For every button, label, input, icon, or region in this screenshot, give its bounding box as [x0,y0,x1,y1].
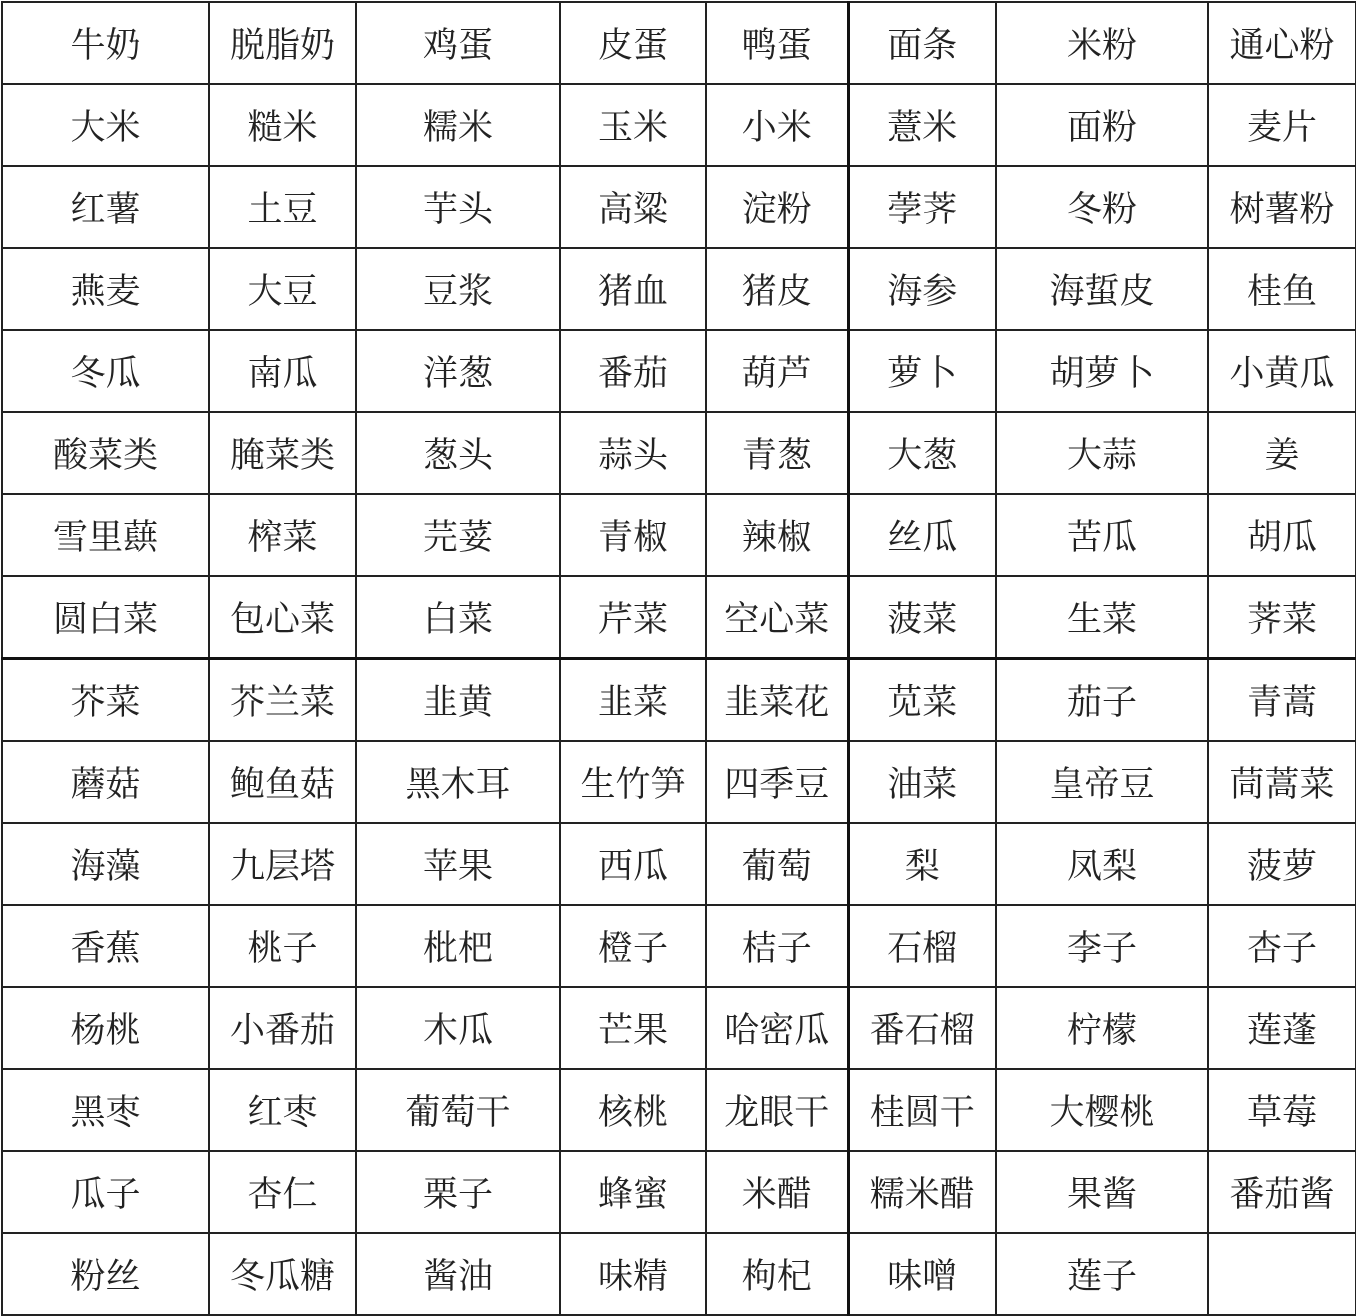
table-cell: 淀粉 [706,166,848,248]
table-cell: 桔子 [706,905,848,987]
table-cell: 荠菜 [1208,576,1356,659]
table-cell: 芒果 [560,987,706,1069]
table-cell: 海蜇皮 [996,248,1208,330]
table-cell: 芫荽 [356,494,560,576]
table-cell: 粉丝 [2,1233,209,1315]
table-cell: 小米 [706,84,848,166]
table-cell: 葡萄 [706,823,848,905]
table-cell: 鸡蛋 [356,2,560,84]
table-cell: 韭菜 [560,659,706,742]
table-cell: 四季豆 [706,741,848,823]
table-cell: 茼蒿菜 [1208,741,1356,823]
table-cell: 酸菜类 [2,412,209,494]
table-cell: 冬粉 [996,166,1208,248]
table-cell: 糙米 [209,84,356,166]
table-cell: 米醋 [706,1151,848,1233]
table-cell: 茄子 [996,659,1208,742]
table-cell: 洋葱 [356,330,560,412]
table-cell: 南瓜 [209,330,356,412]
table-cell: 胡瓜 [1208,494,1356,576]
table-cell: 土豆 [209,166,356,248]
table-cell: 红薯 [2,166,209,248]
table-row [2,494,1356,576]
table-cell: 菠菜 [848,576,996,659]
table-cell: 石榴 [848,905,996,987]
table-cell: 大米 [2,84,209,166]
table-row [2,84,1356,166]
table-cell: 通心粉 [1208,2,1356,84]
table-cell: 小番茄 [209,987,356,1069]
table-row [2,823,1356,905]
table-row [2,659,1356,742]
table-cell: 枇杷 [356,905,560,987]
table-cell: 胡萝卜 [996,330,1208,412]
table-cell: 黑木耳 [356,741,560,823]
table-cell: 麦片 [1208,84,1356,166]
table-cell: 青葱 [706,412,848,494]
table-cell: 哈密瓜 [706,987,848,1069]
table-cell: 番茄酱 [1208,1151,1356,1233]
table-cell: 酱油 [356,1233,560,1315]
table-row [2,1069,1356,1151]
table-cell: 高粱 [560,166,706,248]
table-cell: 番石榴 [848,987,996,1069]
table-cell: 菠萝 [1208,823,1356,905]
table-cell: 皇帝豆 [996,741,1208,823]
table-cell: 九层塔 [209,823,356,905]
table-cell: 冬瓜糖 [209,1233,356,1315]
table-cell: 苹果 [356,823,560,905]
table-cell: 圆白菜 [2,576,209,659]
table-cell: 大樱桃 [996,1069,1208,1151]
table-cell: 桂鱼 [1208,248,1356,330]
table-cell: 薏米 [848,84,996,166]
table-cell: 小黄瓜 [1208,330,1356,412]
table-row [2,412,1356,494]
table-cell: 橙子 [560,905,706,987]
table-cell: 辣椒 [706,494,848,576]
table-cell: 猪血 [560,248,706,330]
table-cell: 猪皮 [706,248,848,330]
table-cell: 木瓜 [356,987,560,1069]
table-cell: 面条 [848,2,996,84]
table-cell: 蜂蜜 [560,1151,706,1233]
table-cell: 蒜头 [560,412,706,494]
table-cell: 香蕉 [2,905,209,987]
table-cell: 芹菜 [560,576,706,659]
table-row [2,1151,1356,1233]
table-cell: 核桃 [560,1069,706,1151]
table-cell: 雪里蕻 [2,494,209,576]
table-cell: 米粉 [996,2,1208,84]
table-cell: 海藻 [2,823,209,905]
table-cell: 柠檬 [996,987,1208,1069]
table-cell: 葱头 [356,412,560,494]
table-cell: 味噌 [848,1233,996,1315]
table-row [2,166,1356,248]
table-cell: 腌菜类 [209,412,356,494]
table-row [2,987,1356,1069]
table-cell: 白菜 [356,576,560,659]
table-cell: 桂圆干 [848,1069,996,1151]
table-cell: 姜 [1208,412,1356,494]
table-cell: 荸荠 [848,166,996,248]
table-cell: 玉米 [560,84,706,166]
table-row [2,576,1356,659]
table-cell: 冬瓜 [2,330,209,412]
table-cell: 芥菜 [2,659,209,742]
table-cell [1208,1233,1356,1315]
food-list-table [1,1,1356,1316]
table-cell: 鲍鱼菇 [209,741,356,823]
table-cell: 韭黄 [356,659,560,742]
table-cell: 瓜子 [2,1151,209,1233]
table-cell: 杏子 [1208,905,1356,987]
table-row [2,1233,1356,1315]
table-row [2,905,1356,987]
table-cell: 蘑菇 [2,741,209,823]
table-cell: 糯米醋 [848,1151,996,1233]
table-cell: 杏仁 [209,1151,356,1233]
table-cell: 葡萄干 [356,1069,560,1151]
table-cell: 西瓜 [560,823,706,905]
table-cell: 丝瓜 [848,494,996,576]
table-cell: 燕麦 [2,248,209,330]
table-row [2,330,1356,412]
table-cell: 生菜 [996,576,1208,659]
table-cell: 包心菜 [209,576,356,659]
table-cell: 梨 [848,823,996,905]
table-cell: 面粉 [996,84,1208,166]
table-cell: 牛奶 [2,2,209,84]
table-cell: 鸭蛋 [706,2,848,84]
food-table-body [2,2,1356,1315]
table-cell: 莲子 [996,1233,1208,1315]
table-cell: 草莓 [1208,1069,1356,1151]
table-cell: 大蒜 [996,412,1208,494]
table-cell: 葫芦 [706,330,848,412]
table-cell: 枸杞 [706,1233,848,1315]
table-cell: 青蒿 [1208,659,1356,742]
table-cell: 苋菜 [848,659,996,742]
table-cell: 树薯粉 [1208,166,1356,248]
table-cell: 栗子 [356,1151,560,1233]
table-cell: 李子 [996,905,1208,987]
table-cell: 萝卜 [848,330,996,412]
table-cell: 杨桃 [2,987,209,1069]
table-cell: 黑枣 [2,1069,209,1151]
table-cell: 空心菜 [706,576,848,659]
table-cell: 榨菜 [209,494,356,576]
table-cell: 苦瓜 [996,494,1208,576]
table-cell: 红枣 [209,1069,356,1151]
table-cell: 生竹笋 [560,741,706,823]
table-cell: 糯米 [356,84,560,166]
table-cell: 龙眼干 [706,1069,848,1151]
table-row [2,248,1356,330]
table-cell: 凤梨 [996,823,1208,905]
table-cell: 芋头 [356,166,560,248]
table-cell: 大豆 [209,248,356,330]
table-cell: 莲蓬 [1208,987,1356,1069]
table-cell: 味精 [560,1233,706,1315]
table-row [2,2,1356,84]
table-cell: 豆浆 [356,248,560,330]
table-cell: 脱脂奶 [209,2,356,84]
table-cell: 芥兰菜 [209,659,356,742]
table-cell: 油菜 [848,741,996,823]
table-cell: 青椒 [560,494,706,576]
table-cell: 桃子 [209,905,356,987]
table-row [2,741,1356,823]
table-cell: 大葱 [848,412,996,494]
table-cell: 皮蛋 [560,2,706,84]
table-cell: 果酱 [996,1151,1208,1233]
table-cell: 海参 [848,248,996,330]
table-cell: 番茄 [560,330,706,412]
table-cell: 韭菜花 [706,659,848,742]
